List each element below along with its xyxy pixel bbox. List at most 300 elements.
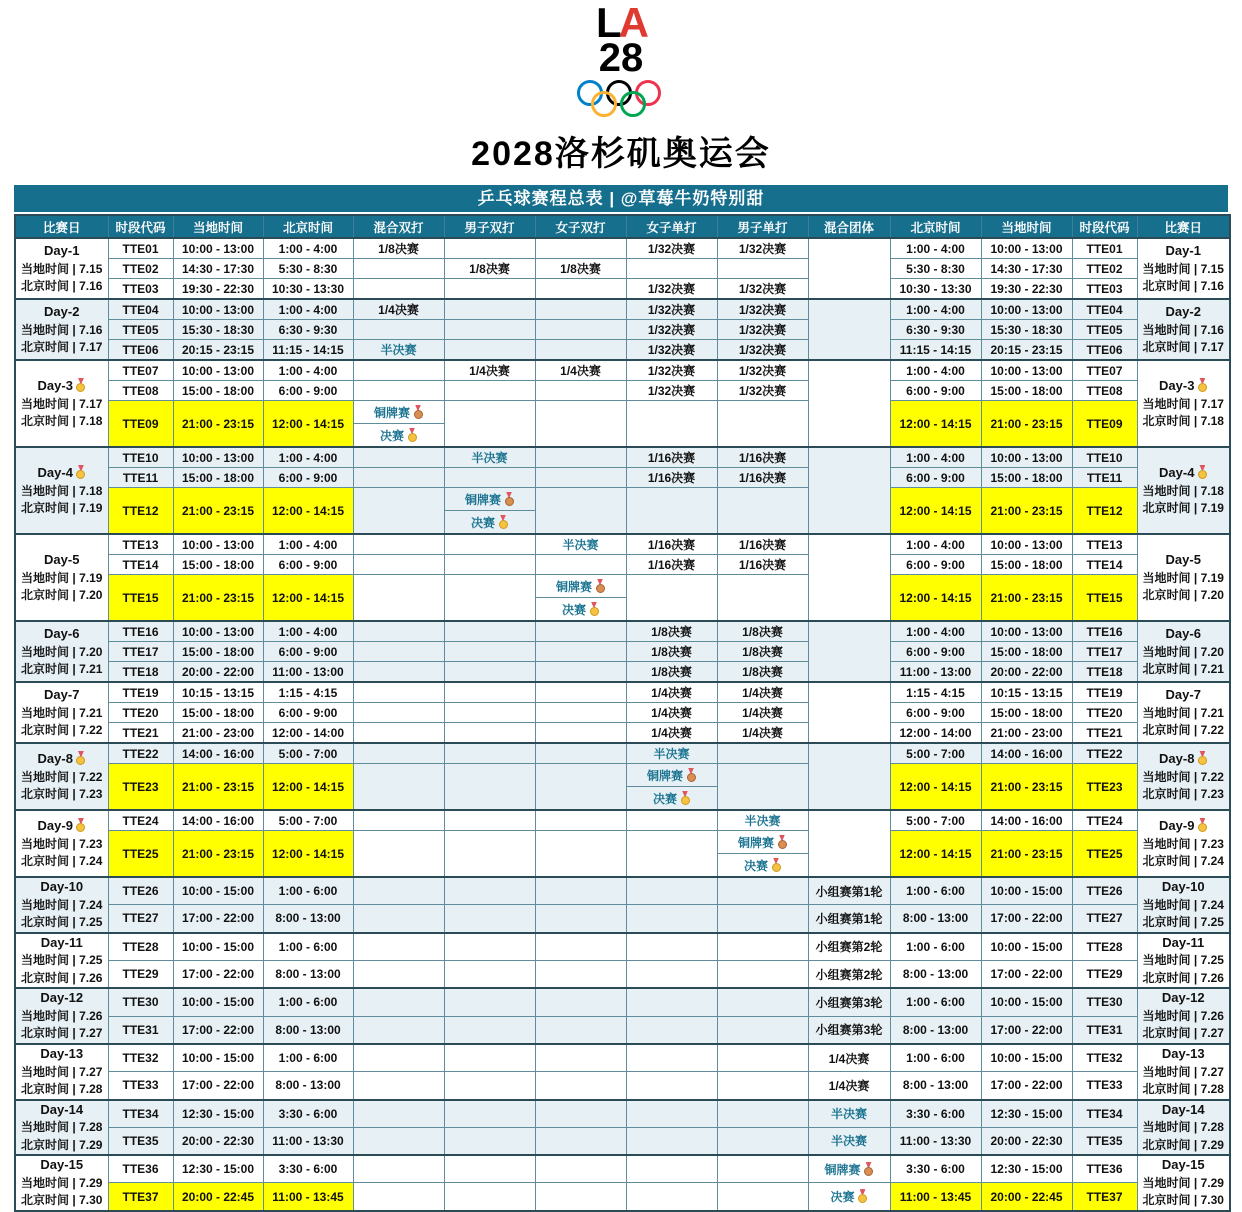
day-cell-left	[15, 988, 108, 1044]
olympic-rings-icon	[577, 80, 665, 118]
event-cell-ms	[717, 534, 808, 555]
event-cell-wd	[535, 238, 626, 259]
event-cell-ms	[717, 340, 808, 361]
beijing-date: 北京时间 | 7.20	[21, 587, 103, 602]
day-label: Day-7	[44, 686, 80, 702]
beijing-date: 北京时间 | 7.18	[21, 413, 103, 428]
beijing-time-cell: 6:00 - 9:00	[263, 555, 353, 575]
day-label: Day-5	[1165, 551, 1201, 567]
beijing-date: 北京时间 | 7.19	[21, 500, 103, 515]
event-cell-wd	[535, 642, 626, 662]
local-time-cell: 10:00 - 13:00	[981, 299, 1072, 320]
event-cell-ms	[717, 279, 808, 300]
beijing-time-cell: 1:00 - 6:00	[890, 988, 981, 1016]
local-time-cell: 10:00 - 15:00	[981, 877, 1072, 905]
beijing-date: 北京时间 | 7.23	[1142, 786, 1224, 801]
beijing-time-cell: 1:00 - 4:00	[890, 299, 981, 320]
event-cell-xd	[353, 534, 444, 555]
event-cell-ms	[717, 723, 808, 744]
local-time-cell: 15:30 - 18:30	[173, 320, 263, 340]
session-row	[15, 320, 1230, 340]
session-row	[15, 299, 1230, 320]
beijing-time-cell: 5:00 - 7:00	[890, 810, 981, 831]
session-code-cell: TTE12	[108, 488, 173, 535]
local-time-cell: 10:00 - 15:00	[981, 933, 1072, 961]
round-label: 1/16决赛	[647, 538, 696, 552]
session-code-cell: TTE08	[108, 381, 173, 401]
beijing-date: 北京时间 | 7.21	[21, 661, 103, 676]
day-cell-left	[15, 933, 108, 989]
session-row	[15, 960, 1230, 988]
round-label: 1/8决赛	[378, 242, 419, 256]
local-time-cell: 21:00 - 23:00	[173, 723, 263, 744]
gold-medal-icon	[1197, 818, 1207, 832]
day-label: Day-12	[40, 990, 84, 1006]
beijing-time-cell: 8:00 - 13:00	[263, 960, 353, 988]
session-code-cell: TTE18	[1072, 662, 1137, 683]
column-header: 女子双打	[535, 215, 626, 238]
day-cell-left	[15, 743, 108, 810]
event-cell-xt	[808, 1183, 890, 1211]
local-time-cell: 10:00 - 15:00	[981, 988, 1072, 1016]
event-cell-ms	[717, 238, 808, 259]
beijing-date: 北京时间 | 7.23	[21, 786, 103, 801]
event-cell-ws	[626, 988, 717, 1016]
session-code-cell: TTE06	[1072, 340, 1137, 361]
day-label: Day-1	[44, 242, 80, 258]
event-cell-xd	[353, 960, 444, 988]
bronze-medal-icon	[413, 405, 423, 419]
event-cell-ws	[626, 299, 717, 320]
local-time-cell: 12:30 - 15:00	[981, 1100, 1072, 1128]
event-cell-wd	[535, 320, 626, 340]
gold-medal-icon	[76, 378, 86, 392]
local-time-cell: 15:00 - 18:00	[981, 381, 1072, 401]
event-cell-xd	[353, 360, 444, 381]
round-label: 1/16决赛	[738, 558, 787, 572]
beijing-time-cell: 11:15 - 14:15	[263, 340, 353, 361]
round-label: 1/16决赛	[647, 471, 696, 485]
event-cell-xt	[808, 743, 890, 810]
session-row	[15, 468, 1230, 488]
session-code-cell: TTE12	[1072, 488, 1137, 535]
round-label: 1/8决赛	[742, 645, 783, 659]
local-time-cell: 20:00 - 22:30	[981, 1127, 1072, 1155]
local-time-cell: 21:00 - 23:15	[173, 488, 263, 535]
day-cell-right	[1137, 682, 1230, 743]
local-time-cell: 15:00 - 18:00	[173, 642, 263, 662]
local-time-cell: 10:00 - 13:00	[981, 238, 1072, 259]
event-cell-ms	[717, 447, 808, 468]
local-time-cell: 17:00 - 22:00	[981, 1016, 1072, 1044]
event-cell-wd	[535, 831, 626, 878]
day-cell-left	[15, 1100, 108, 1156]
day-label: Day-9	[37, 817, 73, 833]
event-cell-xd	[353, 703, 444, 723]
event-cell-wd	[535, 447, 626, 468]
beijing-date: 北京时间 | 7.24	[21, 853, 103, 868]
beijing-time-cell: 1:00 - 4:00	[890, 621, 981, 642]
event-cell-ws	[626, 1072, 717, 1100]
day-label: Day-3	[1159, 377, 1195, 393]
session-row	[15, 259, 1230, 279]
local-date: 当地时间 | 7.17	[21, 396, 103, 411]
event-cell-ws	[626, 1155, 717, 1183]
day-label: Day-15	[1161, 1157, 1205, 1173]
beijing-time-cell: 1:00 - 6:00	[263, 933, 353, 961]
round-label: 1/16决赛	[647, 451, 696, 465]
event-cell-xd	[353, 831, 444, 878]
event-cell-xd	[353, 1044, 444, 1072]
local-time-cell: 10:00 - 15:00	[173, 1044, 263, 1072]
round-label: 1/16决赛	[738, 471, 787, 485]
event-cell-xd	[353, 555, 444, 575]
event-cell-wd	[535, 575, 626, 622]
beijing-time-cell: 6:00 - 9:00	[890, 642, 981, 662]
gold-medal-icon	[1197, 378, 1207, 392]
session-row	[15, 1100, 1230, 1128]
event-cell-md	[444, 299, 535, 320]
beijing-time-cell: 11:00 - 13:45	[890, 1183, 981, 1211]
session-code-cell: TTE13	[1072, 534, 1137, 555]
round-label: 1/32决赛	[738, 343, 787, 357]
day-label: Day-11	[40, 934, 83, 950]
event-cell-ms	[717, 743, 808, 764]
local-time-cell: 15:00 - 18:00	[981, 703, 1072, 723]
event-cell-xt	[808, 621, 890, 682]
column-header: 混合团体	[808, 215, 890, 238]
banner-title: 乒乓球赛程总表 | @草莓牛奶特别甜	[14, 185, 1228, 212]
round-label: 1/16决赛	[647, 558, 696, 572]
gold-medal-icon	[76, 465, 86, 479]
column-header: 女子单打	[626, 215, 717, 238]
event-cell-xd	[353, 1127, 444, 1155]
event-cell-wd	[535, 810, 626, 831]
day-cell-right	[1137, 534, 1230, 621]
day-label: Day-11	[1162, 934, 1205, 950]
bronze-medal-icon	[686, 768, 696, 782]
session-code-cell: TTE21	[1072, 723, 1137, 744]
local-time-cell: 17:00 - 22:00	[173, 960, 263, 988]
event-cell-xt	[808, 534, 890, 621]
column-header: 比赛日	[15, 215, 108, 238]
event-cell-wd	[535, 1100, 626, 1128]
day-label: Day-12	[1161, 990, 1205, 1006]
la28-logo	[577, 0, 665, 118]
session-code-cell: TTE07	[108, 360, 173, 381]
page-title: 2028洛杉矶奥运会	[471, 135, 771, 173]
round-label: 1/32决赛	[647, 384, 696, 398]
local-date: 当地时间 | 7.18	[21, 483, 103, 498]
local-time-cell: 20:15 - 23:15	[981, 340, 1072, 361]
local-date: 当地时间 | 7.27	[21, 1064, 103, 1079]
day-cell-left	[15, 810, 108, 877]
event-cell-xt	[808, 1072, 890, 1100]
event-cell-xt	[808, 933, 890, 961]
beijing-date: 北京时间 | 7.20	[1142, 587, 1224, 602]
beijing-time-cell: 5:00 - 7:00	[263, 743, 353, 764]
local-time-cell: 21:00 - 23:15	[173, 764, 263, 811]
session-code-cell: TTE23	[108, 764, 173, 811]
session-code-cell: TTE14	[1072, 555, 1137, 575]
round-label: 铜牌赛	[464, 492, 501, 507]
event-cell-ws	[626, 488, 717, 535]
round-label: 1/4决赛	[651, 726, 692, 740]
day-cell-right	[1137, 621, 1230, 682]
event-cell-md	[444, 340, 535, 361]
gold-medal-icon	[1197, 751, 1207, 765]
day-label: Day-13	[40, 1045, 84, 1061]
event-cell-ws	[626, 743, 717, 764]
session-code-cell: TTE19	[108, 682, 173, 703]
session-row	[15, 642, 1230, 662]
beijing-date: 北京时间 | 7.22	[1142, 722, 1224, 737]
session-code-cell: TTE31	[108, 1016, 173, 1044]
session-code-cell: TTE25	[1072, 831, 1137, 878]
gold-medal-icon	[407, 428, 417, 442]
local-time-cell: 10:00 - 15:00	[173, 933, 263, 961]
event-cell-wd	[535, 468, 626, 488]
local-time-cell: 10:00 - 13:00	[173, 621, 263, 642]
local-time-cell: 12:30 - 15:00	[173, 1155, 263, 1183]
event-cell-xd	[353, 642, 444, 662]
event-cell-ms	[717, 877, 808, 905]
session-code-cell: TTE24	[1072, 810, 1137, 831]
beijing-time-cell: 12:00 - 14:15	[890, 401, 981, 448]
round-label: 小组赛第3轮	[815, 1023, 883, 1038]
round-label: 1/32决赛	[738, 282, 787, 296]
local-time-cell: 14:00 - 16:00	[173, 810, 263, 831]
round-label: 小组赛第2轮	[815, 967, 883, 982]
event-cell-ms	[717, 1183, 808, 1211]
event-cell-md	[444, 238, 535, 259]
beijing-time-cell: 6:00 - 9:00	[263, 703, 353, 723]
day-cell-right	[1137, 447, 1230, 534]
session-code-cell: TTE26	[108, 877, 173, 905]
beijing-date: 北京时间 | 7.16	[1142, 278, 1224, 293]
event-cell-ws	[626, 764, 717, 811]
gold-medal-icon	[1197, 465, 1207, 479]
event-cell-xd	[353, 682, 444, 703]
column-header: 北京时间	[890, 215, 981, 238]
local-time-cell: 20:00 - 22:00	[173, 662, 263, 683]
local-time-cell: 21:00 - 23:15	[173, 401, 263, 448]
bronze-medal-icon	[595, 579, 605, 593]
table-body	[15, 238, 1230, 1211]
session-row	[15, 555, 1230, 575]
event-cell-ws	[626, 360, 717, 381]
session-code-cell: TTE23	[1072, 764, 1137, 811]
session-row	[15, 988, 1230, 1016]
local-date: 当地时间 | 7.24	[1142, 897, 1224, 912]
event-cell-md	[444, 381, 535, 401]
event-cell-ws	[626, 555, 717, 575]
event-cell-xd	[353, 238, 444, 259]
session-code-cell: TTE27	[108, 905, 173, 933]
beijing-time-cell: 11:00 - 13:30	[263, 1127, 353, 1155]
round-label: 半决赛	[830, 1107, 867, 1122]
session-code-cell: TTE15	[108, 575, 173, 622]
logo-year-text: 28	[598, 36, 644, 80]
day-cell-right	[1137, 988, 1230, 1044]
event-cell-ws	[626, 1044, 717, 1072]
session-code-cell: TTE04	[1072, 299, 1137, 320]
event-cell-xd	[353, 723, 444, 744]
round-label: 1/32决赛	[738, 364, 787, 378]
event-cell-wd	[535, 259, 626, 279]
event-cell-md	[444, 401, 535, 448]
event-cell-xd	[353, 877, 444, 905]
bronze-medal-icon	[864, 1162, 874, 1176]
round-label: 决赛	[743, 858, 768, 873]
local-time-cell: 21:00 - 23:15	[981, 831, 1072, 878]
session-code-cell: TTE29	[108, 960, 173, 988]
event-cell-ms	[717, 299, 808, 320]
day-label: Day-3	[37, 377, 73, 393]
session-code-cell: TTE22	[1072, 743, 1137, 764]
event-cell-wd	[535, 905, 626, 933]
event-cell-wd	[535, 723, 626, 744]
beijing-time-cell: 5:30 - 8:30	[263, 259, 353, 279]
local-time-cell: 15:00 - 18:00	[981, 468, 1072, 488]
event-cell-ms	[717, 703, 808, 723]
local-time-cell: 10:00 - 15:00	[981, 1044, 1072, 1072]
event-cell-ms	[717, 1100, 808, 1128]
page-header	[0, 0, 1242, 212]
event-cell-wd	[535, 764, 626, 811]
event-cell-ms	[717, 1127, 808, 1155]
local-time-cell: 21:00 - 23:15	[173, 575, 263, 622]
beijing-time-cell: 8:00 - 13:00	[890, 960, 981, 988]
local-time-cell: 14:00 - 16:00	[981, 810, 1072, 831]
day-label: Day-13	[1161, 1045, 1205, 1061]
event-cell-ws	[626, 933, 717, 961]
event-cell-ms	[717, 960, 808, 988]
event-cell-ms	[717, 621, 808, 642]
session-row	[15, 621, 1230, 642]
local-time-cell: 15:30 - 18:30	[981, 320, 1072, 340]
event-cell-xt	[808, 299, 890, 360]
beijing-time-cell: 1:15 - 4:15	[263, 682, 353, 703]
beijing-time-cell: 6:00 - 9:00	[263, 468, 353, 488]
round-label: 决赛	[470, 515, 495, 530]
local-date: 当地时间 | 7.28	[1142, 1120, 1224, 1135]
local-date: 当地时间 | 7.18	[1142, 483, 1224, 498]
round-label: 小组赛第1轮	[815, 884, 883, 899]
local-time-cell: 10:00 - 15:00	[173, 988, 263, 1016]
event-cell-md	[444, 662, 535, 683]
column-header: 时段代码	[108, 215, 173, 238]
event-cell-xt	[808, 1155, 890, 1183]
round-label: 1/4决赛	[742, 686, 783, 700]
event-cell-ms	[717, 810, 808, 831]
session-code-cell: TTE27	[1072, 905, 1137, 933]
event-cell-md	[444, 1072, 535, 1100]
beijing-time-cell: 12:00 - 14:15	[890, 764, 981, 811]
session-row	[15, 1155, 1230, 1183]
session-code-cell: TTE05	[1072, 320, 1137, 340]
gold-medal-icon	[680, 791, 690, 805]
event-cell-ws	[626, 279, 717, 300]
session-code-cell: TTE03	[1072, 279, 1137, 300]
local-time-cell: 20:15 - 23:15	[173, 340, 263, 361]
session-code-cell: TTE29	[1072, 960, 1137, 988]
session-code-cell: TTE03	[108, 279, 173, 300]
event-cell-wd	[535, 1072, 626, 1100]
event-cell-md	[444, 933, 535, 961]
beijing-time-cell: 1:00 - 4:00	[263, 621, 353, 642]
event-cell-wd	[535, 279, 626, 300]
event-cell-ms	[717, 381, 808, 401]
local-date: 当地时间 | 7.26	[21, 1009, 103, 1024]
beijing-time-cell: 3:30 - 6:00	[890, 1155, 981, 1183]
session-row	[15, 810, 1230, 831]
local-time-cell: 15:00 - 18:00	[173, 703, 263, 723]
day-cell-right	[1137, 743, 1230, 810]
event-cell-xd	[353, 259, 444, 279]
session-row	[15, 933, 1230, 961]
event-cell-md	[444, 279, 535, 300]
session-row	[15, 1044, 1230, 1072]
session-code-cell: TTE11	[108, 468, 173, 488]
session-code-cell: TTE17	[108, 642, 173, 662]
event-cell-ws	[626, 534, 717, 555]
beijing-date: 北京时间 | 7.28	[21, 1082, 103, 1097]
round-label: 1/32决赛	[647, 303, 696, 317]
local-time-cell: 12:30 - 15:00	[981, 1155, 1072, 1183]
event-cell-ms	[717, 468, 808, 488]
session-code-cell: TTE30	[108, 988, 173, 1016]
local-date: 当地时间 | 7.24	[21, 897, 103, 912]
logo-letter-l: L	[596, 0, 619, 46]
session-code-cell: TTE33	[1072, 1072, 1137, 1100]
event-cell-wd	[535, 299, 626, 320]
event-cell-md	[444, 905, 535, 933]
day-cell-left	[15, 621, 108, 682]
event-cell-md	[444, 764, 535, 811]
event-cell-wd	[535, 662, 626, 683]
beijing-time-cell: 8:00 - 13:00	[890, 905, 981, 933]
local-time-cell: 19:30 - 22:30	[981, 279, 1072, 300]
event-cell-ws	[626, 340, 717, 361]
event-cell-xd	[353, 381, 444, 401]
day-cell-left	[15, 877, 108, 933]
event-cell-md	[444, 259, 535, 279]
session-row	[15, 743, 1230, 764]
local-time-cell: 21:00 - 23:15	[981, 401, 1072, 448]
round-label: 1/32决赛	[647, 343, 696, 357]
round-label: 1/32决赛	[647, 242, 696, 256]
day-cell-left	[15, 299, 108, 360]
session-row	[15, 1183, 1230, 1211]
beijing-time-cell: 6:00 - 9:00	[890, 381, 981, 401]
round-label: 半决赛	[380, 343, 417, 357]
session-code-cell: TTE20	[1072, 703, 1137, 723]
session-code-cell: TTE22	[108, 743, 173, 764]
event-cell-ms	[717, 488, 808, 535]
session-code-cell: TTE33	[108, 1072, 173, 1100]
event-cell-ms	[717, 905, 808, 933]
local-time-cell: 15:00 - 18:00	[981, 555, 1072, 575]
event-cell-xd	[353, 1100, 444, 1128]
event-cell-md	[444, 468, 535, 488]
beijing-date: 北京时间 | 7.25	[1142, 915, 1224, 930]
session-row	[15, 703, 1230, 723]
local-time-cell: 15:00 - 18:00	[173, 468, 263, 488]
local-date: 当地时间 | 7.20	[1142, 644, 1224, 659]
session-row	[15, 360, 1230, 381]
round-label: 1/32决赛	[647, 364, 696, 378]
